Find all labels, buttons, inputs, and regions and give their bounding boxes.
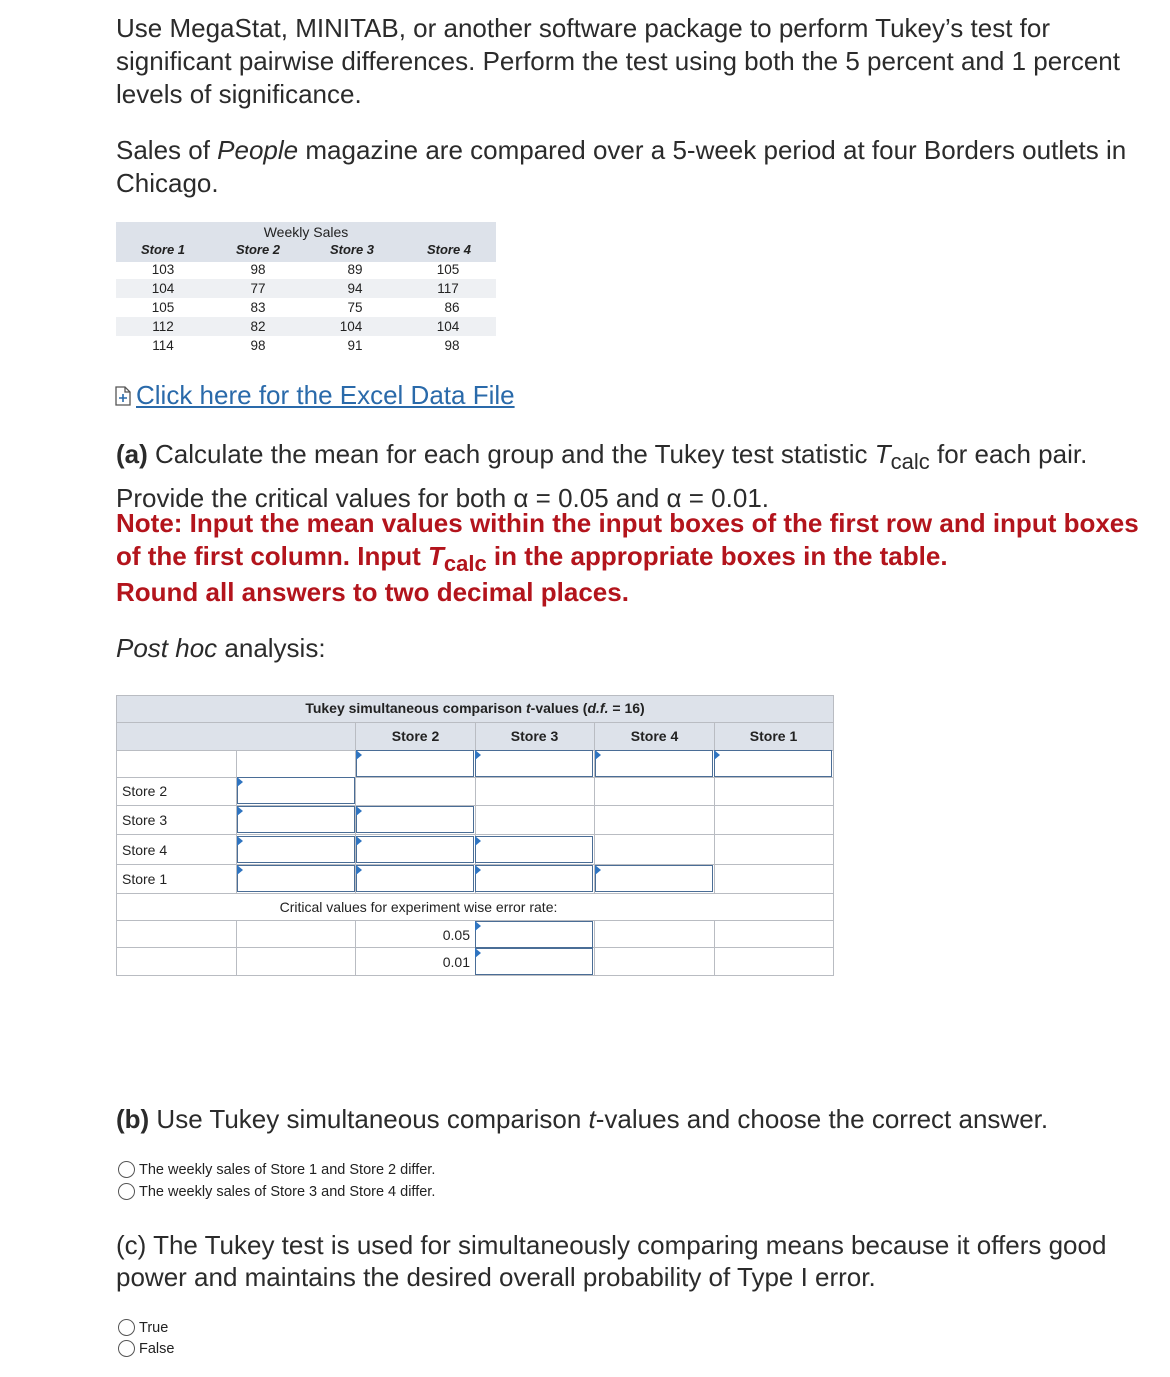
post-hoc-heading bbox=[116, 633, 326, 664]
magazine-name: People bbox=[217, 135, 299, 165]
sales-description bbox=[116, 134, 1166, 200]
t-symbol: T bbox=[874, 439, 891, 469]
problem-intro: Use MegaStat, MINITAB, or another software package to perform Tukey’s test for significant pairwise differences. Perform the test using both the 5 percent and 1 percent levels of significance. bbox=[116, 13, 1120, 109]
col-header-store-4: Store 4 bbox=[630, 728, 679, 744]
ws-cell: 98 bbox=[444, 338, 460, 353]
ws-cell: 117 bbox=[437, 281, 459, 296]
radio-button[interactable] bbox=[118, 1319, 135, 1336]
part-a-line-2: Provide the critical values for both α = 0.05 and α = 0.01. bbox=[116, 483, 769, 513]
ws-cell: 104 bbox=[436, 319, 460, 334]
ws-col-store-2: Store 2 bbox=[235, 242, 281, 257]
ws-col-store-4: Store 4 bbox=[426, 242, 472, 257]
ws-cell: 104 bbox=[151, 281, 175, 296]
ws-cell: 105 bbox=[151, 300, 175, 315]
note-text bbox=[116, 507, 1146, 580]
mean-input-row-store-4[interactable] bbox=[237, 836, 355, 863]
t-symbol: T bbox=[427, 541, 444, 571]
option-label: True bbox=[139, 1319, 169, 1336]
calc-subscript: calc bbox=[443, 551, 487, 576]
row-header-store-4: Store 4 bbox=[122, 842, 168, 858]
tcalc-input-store4-store2[interactable] bbox=[356, 836, 474, 863]
post-hoc-rest: analysis: bbox=[217, 633, 326, 663]
excel-data-link[interactable]: Click here for the Excel Data File bbox=[136, 380, 515, 410]
option-label: The weekly sales of Store 1 and Store 2 differ. bbox=[139, 1161, 436, 1178]
grid-line bbox=[116, 695, 117, 976]
critical-alpha-05: 0.05 bbox=[442, 927, 470, 943]
row-header-store-1: Store 1 bbox=[122, 871, 168, 887]
t-symbol: t bbox=[588, 1104, 596, 1134]
radio-button[interactable] bbox=[118, 1183, 135, 1200]
part-a-line-1 bbox=[116, 436, 1166, 480]
ws-cell: 91 bbox=[347, 338, 363, 353]
row-header-store-3: Store 3 bbox=[122, 812, 168, 828]
ws-col-store-3: Store 3 bbox=[329, 242, 375, 257]
post-hoc-italic: Post hoc bbox=[116, 633, 218, 663]
grid-line bbox=[116, 975, 834, 976]
ws-cell: 77 bbox=[250, 281, 266, 296]
critical-values-label: Critical values for experiment wise error rate: bbox=[279, 899, 558, 915]
tcalc-input-store4-store3[interactable] bbox=[475, 836, 593, 863]
critical-input-05[interactable] bbox=[475, 921, 593, 948]
mean-input-store-1[interactable] bbox=[714, 750, 832, 777]
row-header-store-2: Store 2 bbox=[122, 783, 168, 799]
tcalc-input-store1-store2[interactable] bbox=[356, 865, 474, 892]
ws-col-store-1: Store 1 bbox=[140, 242, 186, 257]
mean-input-store-2[interactable] bbox=[356, 750, 474, 777]
col-header-store-3: Store 3 bbox=[510, 728, 559, 744]
title-part: Tukey simultaneous comparison bbox=[305, 700, 526, 716]
grid-line bbox=[714, 723, 715, 893]
rounding-note: Round all answers to two decimal places. bbox=[116, 577, 629, 607]
sales-text-before: Sales of bbox=[116, 135, 218, 165]
grid-line bbox=[236, 920, 237, 975]
calc-subscript: calc bbox=[890, 449, 930, 474]
option-label: False bbox=[139, 1340, 175, 1357]
weekly-sales-title: Weekly Sales bbox=[263, 224, 349, 240]
ws-cell: 105 bbox=[436, 262, 460, 277]
excel-file-icon[interactable] bbox=[114, 382, 132, 402]
part-a-text: Calculate the mean for each group and the Tukey test statistic bbox=[147, 439, 875, 469]
part-b-option-1[interactable] bbox=[118, 1161, 435, 1178]
grid-line bbox=[594, 920, 595, 975]
ws-cell: 98 bbox=[250, 338, 266, 353]
tcalc-input-store3-store2[interactable] bbox=[356, 806, 474, 833]
ws-cell: 82 bbox=[250, 319, 266, 334]
mean-input-store-3[interactable] bbox=[475, 750, 593, 777]
option-label: The weekly sales of Store 3 and Store 4 differ. bbox=[139, 1183, 436, 1200]
grid-line bbox=[116, 695, 834, 696]
col-header-store-2: Store 2 bbox=[391, 728, 440, 744]
grid-line bbox=[116, 893, 834, 894]
ws-cell: 94 bbox=[347, 281, 363, 296]
part-b-option-2[interactable] bbox=[118, 1183, 435, 1200]
mean-input-row-store-3[interactable] bbox=[237, 806, 355, 833]
title-part: = 16) bbox=[608, 700, 645, 716]
critical-alpha-01: 0.01 bbox=[442, 954, 470, 970]
part-a-instructions bbox=[116, 436, 1166, 516]
sales-text-after: magazine are compared over a 5-week period at four Borders outlets in Chicago. bbox=[116, 135, 1127, 198]
ws-cell: 104 bbox=[339, 319, 363, 334]
ws-cell: 103 bbox=[151, 262, 175, 277]
radio-button[interactable] bbox=[118, 1340, 135, 1357]
part-a-text: for each pair. bbox=[929, 439, 1088, 469]
part-b-label: (b) bbox=[116, 1104, 150, 1134]
ws-cell: 75 bbox=[347, 300, 363, 315]
critical-input-01[interactable] bbox=[475, 948, 593, 975]
ws-cell: 114 bbox=[152, 338, 174, 353]
grid-line bbox=[714, 920, 715, 975]
part-c-option-true[interactable] bbox=[118, 1319, 168, 1336]
part-b-text: Use Tukey simultaneous comparison bbox=[149, 1104, 589, 1134]
radio-button[interactable] bbox=[118, 1161, 135, 1178]
part-b-text: -values and choose the correct answer. bbox=[595, 1104, 1049, 1134]
title-t: t bbox=[526, 700, 531, 716]
grid-line bbox=[833, 695, 834, 976]
part-c-question: (c) The Tukey test is used for simultaneously comparing means because it offers good power and maintains the desired overall probability of Type I error. bbox=[116, 1230, 1107, 1292]
mean-input-row-store-2[interactable] bbox=[237, 777, 355, 804]
part-c-option-false[interactable] bbox=[118, 1340, 174, 1357]
tcalc-input-store1-store3[interactable] bbox=[475, 865, 593, 892]
ws-cell: 98 bbox=[250, 262, 266, 277]
title-df: d.f. bbox=[587, 700, 609, 716]
col-header-store-1: Store 1 bbox=[749, 728, 798, 744]
tcalc-input-store1-store4[interactable] bbox=[595, 865, 713, 892]
note-part: Note: Input the mean values within the input boxes of the first row and input boxes of the first column. Input bbox=[116, 508, 1139, 571]
excel-link-row[interactable] bbox=[114, 380, 515, 411]
tukey-table-title bbox=[116, 700, 834, 716]
ws-cell: 86 bbox=[444, 300, 460, 315]
ws-cell: 112 bbox=[152, 319, 174, 334]
ws-cell: 89 bbox=[347, 262, 363, 277]
mean-input-row-store-1[interactable] bbox=[237, 865, 355, 892]
tukey-table bbox=[116, 695, 834, 976]
note-part: in the appropriate boxes in the table. bbox=[486, 541, 948, 571]
part-a-label: (a) bbox=[116, 439, 148, 469]
title-part: -values ( bbox=[530, 700, 588, 716]
ws-cell: 83 bbox=[250, 300, 266, 315]
part-b-question bbox=[116, 1104, 1048, 1135]
mean-input-store-4[interactable] bbox=[595, 750, 713, 777]
